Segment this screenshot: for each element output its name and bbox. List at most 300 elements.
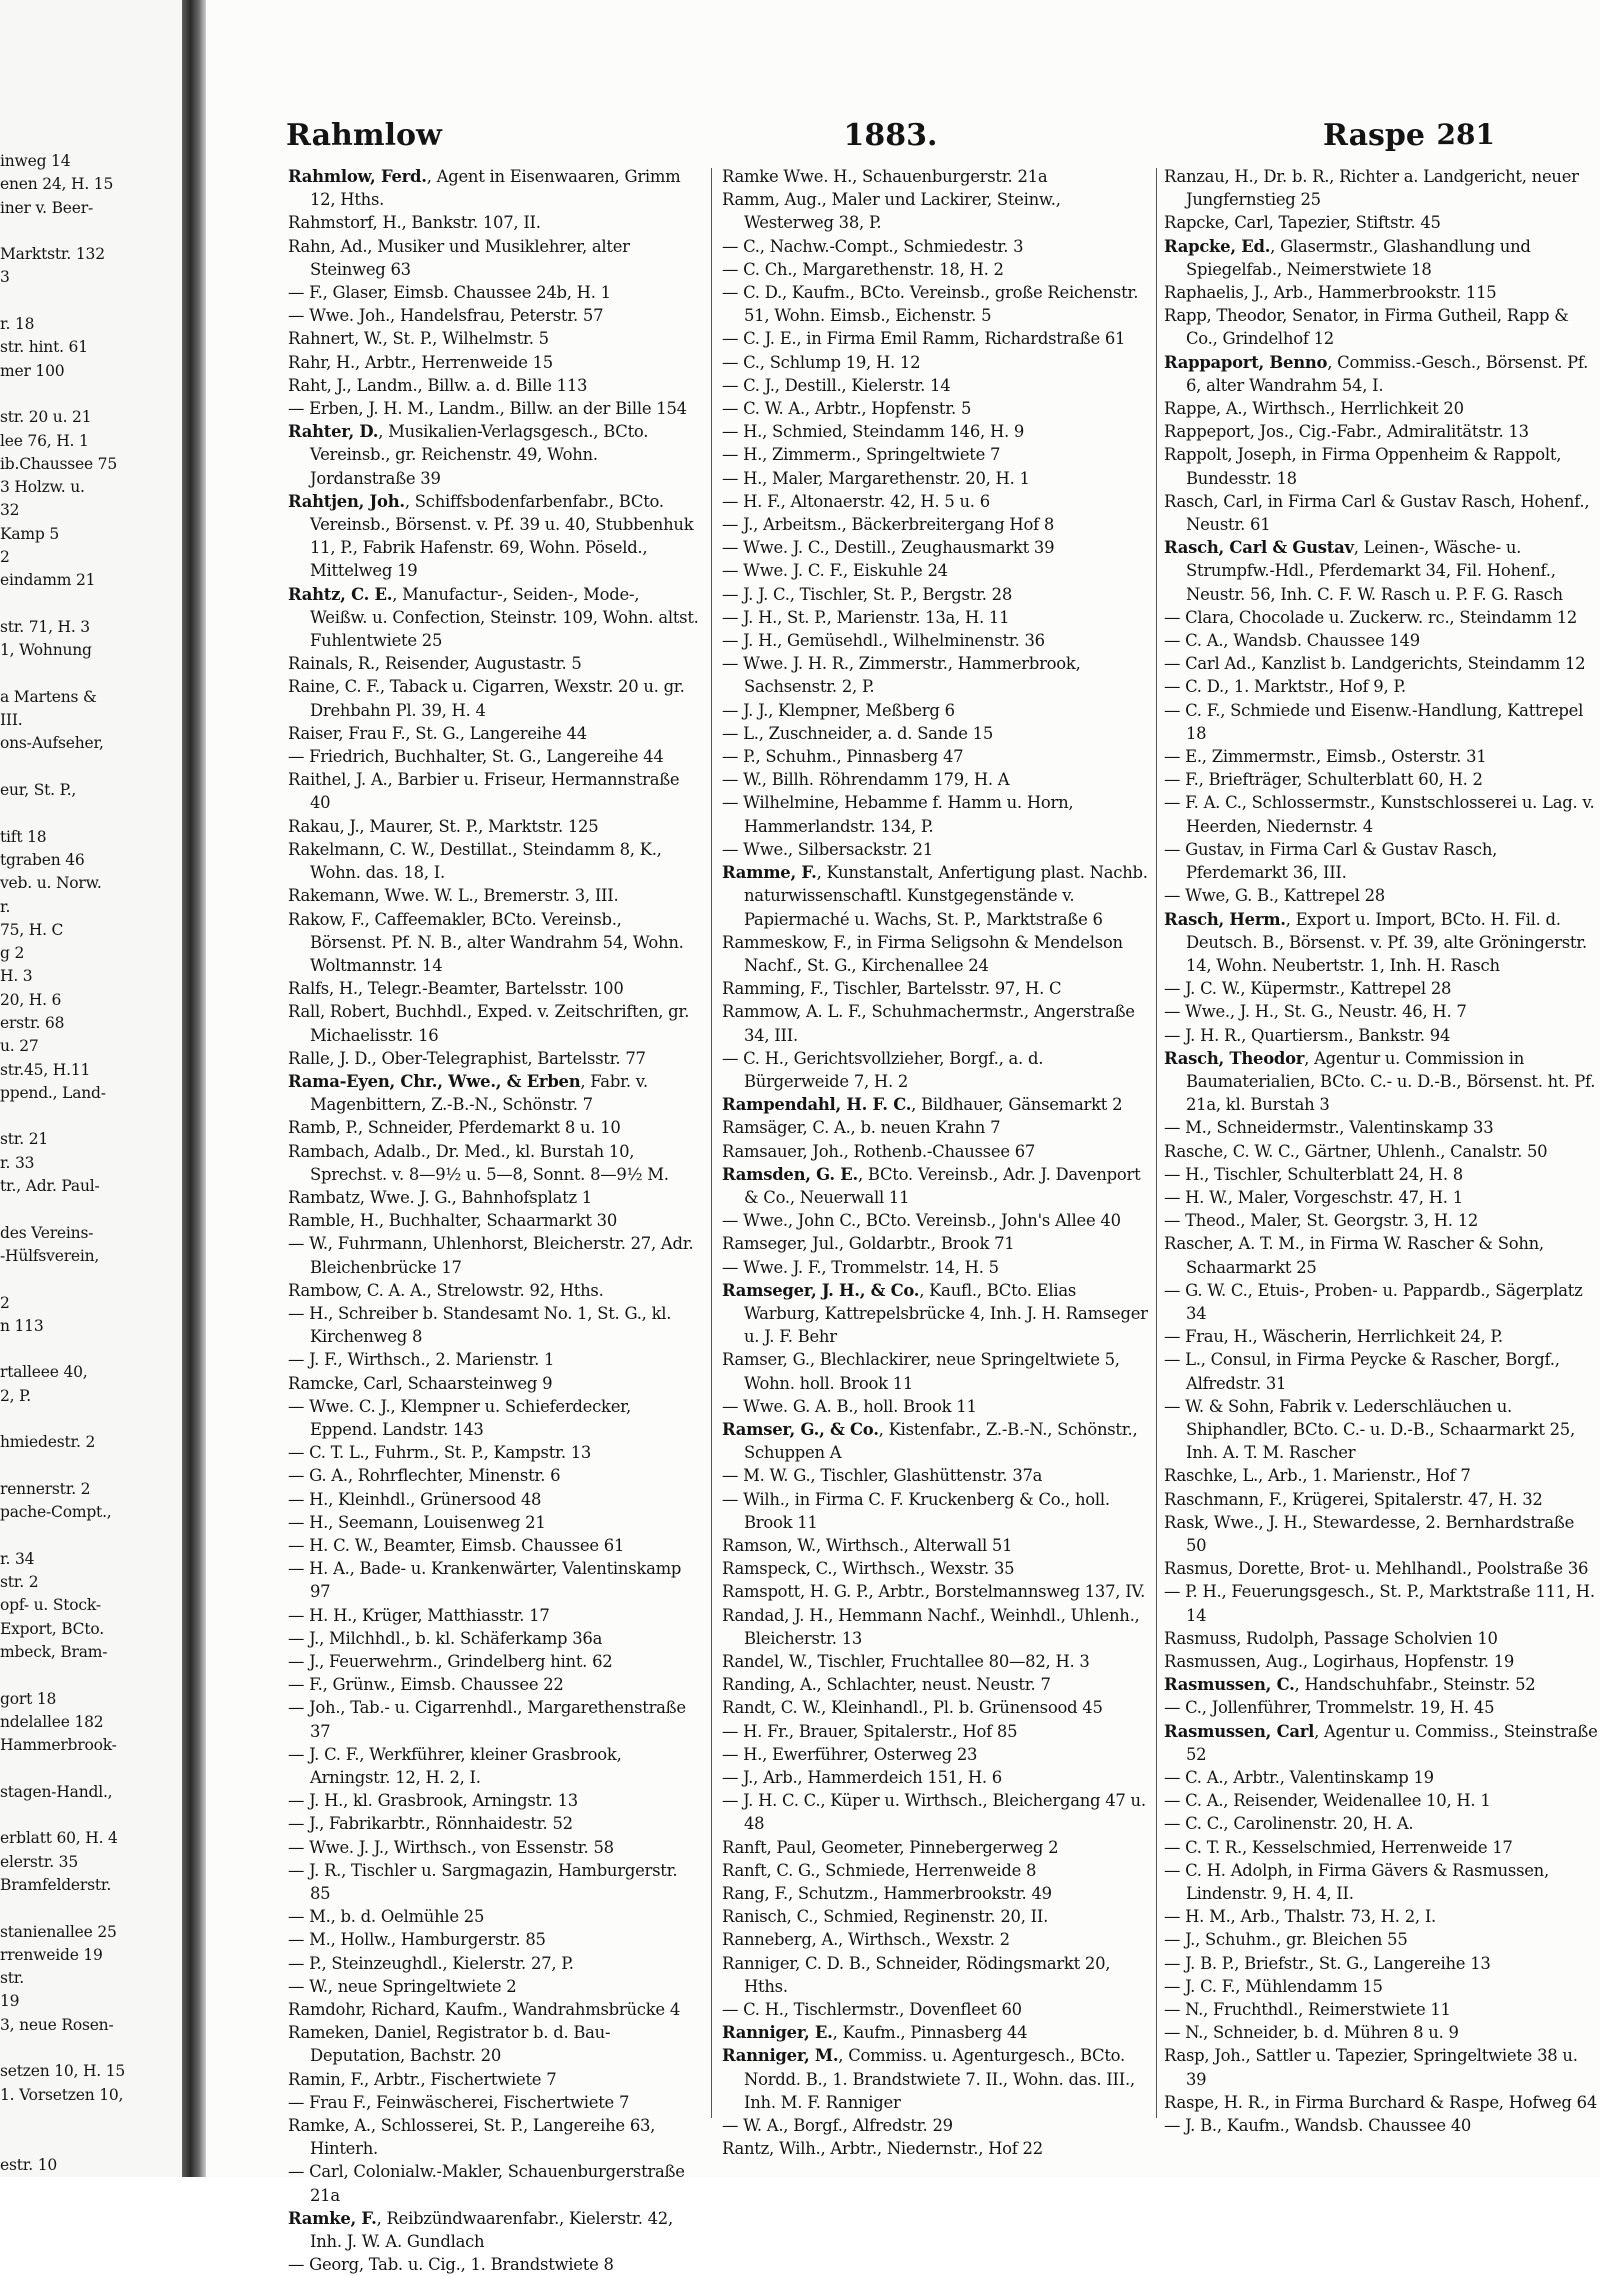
entry-text: — C., Schlump 19, H. 12 [722,352,921,372]
entry-text: — J., Milchhdl., b. kl. Schäferkamp 36a [288,1628,603,1648]
directory-entry [722,768,1150,791]
entry-text: — M., Hollw., Hamburgerstr. 85 [288,1930,546,1950]
entry-text: , BCto. Vereinsb., Adr. J. Davenport & Co., Neuerwall 11 [744,1164,1141,1207]
fragment-line [0,1804,182,1827]
fragment-line: erblatt 60, H. 4 [0,1829,118,1848]
directory-entry [1164,1998,1599,2021]
fragment-line: g 2 [0,944,25,963]
entry-text: Rall, Robert, Buchhdl., Exped. v. Zeitschriften, gr. Michaelisstr. 16 [288,1002,690,1045]
entry-text: — C. A., Arbtr., Valentinskamp 19 [1164,1768,1434,1788]
fragment-line: str. 2 [0,1573,39,1592]
entry-text: Rantz, Wilh., Arbtr., Niedernstr., Hof 22 [722,2139,1043,2159]
directory-entry [722,791,1150,837]
directory-entry [1164,1650,1599,1673]
entry-text: Ramser, G., Blechlackirer, neue Springeltwiete 5, Wohn. holl. Brook 11 [722,1350,1120,1393]
directory-entry [288,304,700,327]
directory-entry [722,559,1150,582]
entry-text: — F., Grünw., Eimsb. Chaussee 22 [288,1675,564,1695]
directory-entry [1164,675,1599,698]
entry-text: — Wwe., Silbersackstr. 21 [722,839,933,859]
directory-entry [722,1859,1150,1882]
entry-text: — Carl, Colonialw.-Makler, Schauenburgerstraße 21a [288,2162,685,2205]
fragment-line: r. 33 [0,1153,35,1172]
entry-text: , Manufactur-, Seiden-, Mode-, Weißw. u. Confection, Steinstr. 109, Wohn. altst. Fuhlentwiete 25 [310,584,699,651]
fragment-line: opf- u. Stock- [0,1596,101,1615]
entry-text: — Wwe. Joh., Handelsfrau, Peterstr. 57 [288,306,604,326]
fragment-line: n 113 [0,1316,44,1335]
entry-text: — J. R., Tischler u. Sargmagazin, Hamburgerstr. 85 [288,1860,678,1904]
directory-entry [288,838,700,884]
directory-entry [722,1766,1150,1789]
entry-text: Rahmstorf, H., Bankstr. 107, II. [288,213,541,233]
directory-entry [288,1186,700,1209]
directory-entry [288,2021,700,2067]
directory-entry [1164,1905,1599,1928]
directory-entry [1164,1789,1599,1812]
fragment-line: lee 76, H. 1 [0,431,89,450]
directory-entry [722,1604,1150,1650]
directory-entry [1164,2044,1599,2090]
directory-entry [288,1441,700,1464]
entry-text: Rameken, Daniel, Registrator b. d. Bau-Deputation, Bachstr. 20 [288,2023,611,2066]
entry-text: Ramke, A., Schlosserei, St. P., Langereihe 63, Hinterh. [288,2116,656,2159]
entry-text: — J., Arb., Hammerdeich 151, H. 6 [722,1768,1002,1788]
entry-text: , Glasermstr., Glashandlung und Spiegelfab., Neimerstwiete 18 [1186,236,1531,279]
directory-entry [722,652,1150,698]
directory-entry [288,1070,700,1116]
directory-entry [1164,629,1599,652]
entry-text: Rambow, C. A. A., Strelowstr. 92, Hths. [288,1280,604,1300]
directory-entry [1164,1047,1599,1117]
directory-entry [1164,304,1599,350]
directory-entry [288,397,700,420]
fragment-line: 32 [0,501,20,520]
entry-text: Raschmann, F., Krügerei, Spitalerstr. 47, H. 32 [1164,1489,1543,1509]
entry-name: Rahmlow, Ferd. [288,167,427,186]
entry-text: — C. J. E., in Firma Emil Ramm, Richardstraße 61 [722,329,1126,349]
directory-entry [722,1789,1150,1835]
entry-text: — F., Glaser, Eimsb. Chaussee 24b, H. 1 [288,283,611,303]
entry-name: Rasmussen, Carl [1164,1721,1315,1741]
fragment-line: 3 [0,268,10,287]
directory-entry [288,1511,700,1534]
directory-entry [722,1952,1150,1998]
entry-text: — C., Jollenführer, Trommelstr. 19, H. 45 [1164,1698,1495,1718]
directory-entry [288,977,700,1000]
directory-entry [1164,1348,1599,1394]
directory-entry [722,1140,1150,1163]
entry-name: Rahtjen, Joh. [288,491,405,511]
entry-text: Rasche, C. W. C., Gärtner, Uhlenh., Canalstr. 50 [1164,1141,1548,1161]
entry-text: — J., Schuhm., gr. Bleichen 55 [1164,1930,1408,1950]
fragment-line: tift 18 [0,827,47,846]
entry-name: Rahtz, C. E. [288,584,393,604]
entry-text: , Kunstanstalt, Anfertigung plast. Nachb. naturwissenschaftl. Kunstgegenstände v. Papiermaché u. Wachs, St. P., Marktstraße 6 [744,863,1148,929]
directory-entry [288,490,700,583]
directory-entry [722,2044,1150,2114]
directory-entry [288,374,700,397]
fragment-line: H. 3 [0,967,33,986]
fragment-line: -Hülfsverein, [0,1246,100,1265]
directory-entry [1164,420,1599,443]
directory-entry [1164,2114,1599,2137]
entry-text: — C. H., Gerichtsvollzieher, Borgf., a. d. Bürgerweide 7, H. 2 [722,1048,1044,1091]
entry-text: — C. Ch., Margarethenstr. 18, H. 2 [722,259,1004,279]
entry-name: Rampendahl, H. F. C. [722,1095,912,1115]
entry-text: — E., Zimmermstr., Eimsb., Osterstr. 31 [1164,747,1487,767]
fragment-line: 75, H. C [0,920,64,939]
directory-entry [722,165,1150,188]
entry-text: , Agentur u. Commiss., Steinstraße 52 [1186,1721,1598,1764]
directory-entry [722,699,1150,722]
entry-text: — C. D., 1. Marktstr., Hof 9, P. [1164,677,1406,697]
entry-text: — Clara, Chocolade u. Zuckerw. rc., Steindamm 12 [1164,607,1578,627]
fragment-line: str. hint. 61 [0,338,88,357]
fragment-line: Bramfelderstr. [0,1875,112,1894]
directory-entry [1164,1975,1599,1998]
fragment-line: 20, H. 6 [0,990,62,1009]
entry-text: — W. A., Borgf., Alfredstr. 29 [722,2116,953,2136]
entry-text: — C. H. Adolph, in Firma Gävers & Rasmussen, Lindenstr. 9, H. 4, II. [1164,1860,1549,1904]
directory-entry [1164,1024,1599,1047]
directory-entry [722,467,1150,490]
entry-text: — C. A., Reisender, Weidenallee 10, H. 1 [1164,1791,1491,1811]
entry-text: — Wwe. C. J., Klempner u. Schieferdecker, Eppend. Landstr. 143 [288,1396,631,1439]
entry-text: Ramble, H., Buchhalter, Schaarmarkt 30 [288,1211,618,1231]
directory-entry [722,1650,1150,1673]
entry-text: Rammow, A. L. F., Schuhmachermstr., Angerstraße 34, III. [722,1002,1135,1045]
directory-entry [288,652,700,675]
fragment-line: str. 71, H. 3 [0,617,90,636]
directory-entry [1164,235,1599,281]
directory-entry [288,327,700,350]
entry-text: — Georg, Tab. u. Cig., 1. Brandstwiete 8 [288,2255,614,2275]
directory-entry [1164,443,1599,489]
entry-text: Rakelmann, C. W., Destillat., Steindamm 8, K., Wohn. das. 18, I. [288,839,662,883]
entry-text: — H., Zimmerm., Springeltwiete 7 [722,445,1001,465]
fragment-line: elerstr. 35 [0,1852,78,1871]
directory-entry [1164,1000,1599,1023]
fragment-line: rtalleee 40, [0,1363,88,1382]
directory-entry [288,1696,700,1742]
entry-text: — J. J., Klempner, Meßberg 6 [722,700,955,720]
entry-text: Ramke Wwe. H., Schauenburgerstr. 21a [722,167,1048,186]
entry-text: Rahnert, W., St. P., Wilhelmstr. 5 [288,329,549,349]
entry-text: — J. B., Kaufm., Wandsb. Chaussee 40 [1164,2116,1472,2136]
directory-entry [288,351,700,374]
fragment-line: stagen-Handl., [0,1782,113,1801]
entry-text: — M., Schneidermstr., Valentinskamp 33 [1164,1118,1494,1138]
entry-text: — H. C. W., Beamter, Eimsb. Chaussee 61 [288,1535,625,1555]
entry-text: Ramm, Aug., Maler und Lackirer, Steinw., Westerweg 38, P. [722,190,1061,233]
directory-entry [288,1534,700,1557]
entry-text: — Wwe. J. J., Wirthsch., von Essenstr. 58 [288,1837,614,1857]
directory-column-1 [288,165,700,2275]
entry-text: Ranft, Paul, Geometer, Pinnebergerweg 2 [722,1837,1059,1857]
entry-text: Ramb, P., Schneider, Pferdemarkt 8 u. 10 [288,1118,621,1138]
directory-entry [288,420,700,490]
entry-text: — C. J., Destill., Kielerstr. 14 [722,375,951,395]
directory-entry [288,1116,700,1139]
directory-entry [288,1859,700,1905]
entry-text: — Theod., Maler, St. Georgstr. 3, H. 12 [1164,1211,1479,1231]
entry-text: — N., Schneider, b. d. Mühren 8 u. 9 [1164,2023,1459,2043]
entry-text: — Joh., Tab.- u. Cigarrenhdl., Margarethenstraße 37 [288,1698,686,1741]
entry-name: Rahter, D. [288,422,379,442]
directory-entry [1164,2021,1599,2044]
fragment-line: tr., Adr. Paul- [0,1177,100,1196]
fragment-line: inweg 14 [0,152,71,170]
directory-entry [722,536,1150,559]
fragment-line: erstr. 68 [0,1013,65,1032]
directory-entry [288,908,700,978]
book-gutter [182,0,206,2177]
entry-text: — N., Fruchthdl., Reimerstwiete 11 [1164,2000,1451,2020]
entry-text: — W., Billh. Röhrendamm 179, H. A [722,770,1010,790]
directory-entry [722,1209,1150,1232]
entry-text: — H., Tischler, Schulterblatt 24, H. 8 [1164,1164,1463,1184]
directory-entry [1164,606,1599,629]
entry-text: , Kaufl., BCto. Elias Warburg, Kattrepelsbrücke 4, Inh. J. H. Ramseger u. J. F. Behr [744,1280,1148,1347]
entry-text: Rainals, R., Reisender, Augustastr. 5 [288,654,582,674]
entry-name: Rappaport, Benno [1164,352,1328,372]
entry-text: — J. H. C. C., Küper u. Wirthsch., Bleichergang 47 u. 48 [722,1791,1146,1834]
directory-entry [1164,652,1599,675]
entry-text: — H., Maler, Margarethenstr. 20, H. 1 [722,468,1030,488]
directory-entry [722,188,1150,234]
fragment-line [0,1757,182,1780]
directory-entry [1164,1511,1599,1557]
fragment-line: r. 18 [0,315,35,334]
entry-text: — W., Fuhrmann, Uhlenhorst, Bleicherstr. 27, Adr. Bleichenbrücke 17 [288,1234,694,1277]
fragment-line [0,593,182,616]
directory-entry [722,1905,1150,1928]
entry-text: — J. H., kl. Grasbrook, Arningstr. 13 [288,1791,578,1811]
entry-text: Raithel, J. A., Barbier u. Friseur, Hermannstraße 40 [288,770,680,813]
entry-text: Rapcke, Carl, Tapezier, Stiftstr. 45 [1164,213,1441,233]
entry-text: Rappe, A., Wirthsch., Herrlichkeit 20 [1164,399,1464,419]
directory-entry [1164,1928,1599,1951]
entry-text: — Gustav, in Firma Carl & Gustav Rasch, Pferdemarkt 36, III. [1164,839,1498,883]
directory-entry [288,1928,700,1951]
fragment-line [0,663,182,686]
fragment-line: pache-Compt., [0,1503,112,1522]
directory-entry [1164,165,1599,211]
directory-entry [1164,768,1599,791]
entry-text: Rasmus, Dorette, Brot- u. Mehlhandl., Poolstraße 36 [1164,1559,1589,1579]
fragment-line: tgraben 46 [0,850,85,869]
directory-entry [1164,1464,1599,1487]
fragment-line: des Vereins- [0,1223,94,1242]
entry-text: — J., Fabrikarbtr., Rönnhaidestr. 52 [288,1814,573,1834]
directory-entry [1164,2091,1599,2114]
directory-entry [1164,1140,1599,1163]
entry-text: Ranisch, C., Schmied, Reginenstr. 20, II. [722,1907,1049,1927]
entry-name: Ranniger, M. [722,2046,839,2066]
directory-entry [722,1279,1150,1349]
entry-text: Rask, Wwe., J. H., Stewardesse, 2. Bernhardstraße 50 [1164,1512,1575,1555]
directory-entry [722,2114,1150,2137]
entry-text: Ralle, J. D., Ober-Telegraphist, Bartelsstr. 77 [288,1048,646,1068]
directory-entry [288,745,700,768]
entry-text: — Wwe., J. H., St. G., Neustr. 46, H. 7 [1164,1002,1467,1022]
entry-name: Ramsden, G. E. [722,1164,858,1184]
directory-entry [288,1372,700,1395]
directory-entry [1164,1163,1599,1186]
entry-text: — C. C., Carolinenstr. 20, H. A. [1164,1814,1414,1834]
directory-entry [288,1348,700,1371]
directory-entry [722,1348,1150,1394]
directory-entry [288,2160,700,2206]
directory-entry [1164,1952,1599,1975]
entry-text: Raspe, H. R., in Firma Burchard & Raspe, Hofweg 64 [1164,2092,1597,2112]
entry-text: — Wwe., John C., BCto. Vereinsb., John's Allee 40 [722,1211,1121,1231]
directory-entry [288,2091,700,2114]
fragment-line: rrenweide 19 [0,1945,103,1964]
entry-text: Rasp, Joh., Sattler u. Tapezier, Springeltwiete 38 u. 39 [1164,2046,1578,2089]
directory-entry [288,768,700,814]
fragment-line: ib.Chaussee 75 [0,454,117,473]
directory-entry [1164,490,1599,536]
directory-entry [1164,1766,1599,1789]
entry-text: — Frau, H., Wäscherin, Herrlichkeit 24, P. [1164,1327,1503,1347]
entry-text: — L., Consul, in Firma Peycke & Rascher, Borgf., Alfredstr. 31 [1164,1350,1560,1393]
entry-text: — H. A., Bade- u. Krankenwärter, Valentinskamp 97 [288,1559,682,1602]
directory-entry [1164,745,1599,768]
directory-entry [722,722,1150,745]
entry-text: Rascher, A. T. M., in Firma W. Rascher & Sohn, Schaarmarkt 25 [1164,1234,1544,1277]
entry-text: Rasmussen, Aug., Logirhaus, Hopfenstr. 19 [1164,1652,1515,1671]
entry-name: Ramke, F. [288,2208,377,2228]
directory-entry [722,1418,1150,1464]
directory-entry [722,583,1150,606]
directory-entry [1164,1812,1599,1835]
entry-text: Ramsauer, Joh., Rothenb.-Chaussee 67 [722,1141,1036,1161]
directory-entry [288,165,700,211]
fragment-line [0,756,182,779]
entry-text: Rahr, H., Arbtr., Herrenweide 15 [288,352,553,372]
directory-entry [722,1836,1150,1859]
entry-text: Raphaelis, J., Arb., Hammerbrookstr. 115 [1164,283,1497,303]
running-header [286,118,1495,164]
entry-text: — H., Kleinhdl., Grünersood 48 [288,1489,542,1509]
directory-entry [722,490,1150,513]
directory-entry [1164,1627,1599,1650]
entry-text: — C. W. A., Arbtr., Hopfenstr. 5 [722,399,972,419]
fragment-line [0,1268,182,1291]
entry-text: , Bildhauer, Gänsemarkt 2 [911,1095,1123,1115]
entry-text: — J. F., Wirthsch., 2. Marienstr. 1 [288,1350,555,1370]
entry-text: Rasch, Carl, in Firma Carl & Gustav Rasch, Hohenf., Neustr. 61 [1164,491,1590,535]
entry-name: Ramser, G., & Co. [722,1419,879,1439]
entry-text: Raine, C. F., Taback u. Cigarren, Wexstr. 20 u. gr. Drehbahn Pl. 39, H. 4 [288,677,685,720]
entry-text: — Wwe, G. B., Kattrepel 28 [1164,886,1385,906]
directory-entry [288,722,700,745]
directory-entry [288,1000,700,1046]
directory-entry [288,675,700,721]
entry-text: , Agent in Eisenwaaren, Grimm 12, Hths. [310,167,681,210]
directory-entry [722,1743,1150,1766]
entry-text: — Carl Ad., Kanzlist b. Landgerichts, Steindamm 12 [1164,654,1586,674]
fragment-line: enen 24, H. 15 [0,175,114,194]
entry-text: — C. A., Wandsb. Chaussee 149 [1164,631,1420,651]
directory-entry [1164,977,1599,1000]
entry-text: — J. J. C., Tischler, St. P., Bergstr. 28 [722,584,1013,604]
directory-entry [722,931,1150,977]
column-rule [1156,168,1157,2118]
entry-text: Rappeport, Jos., Cig.-Fabr., Admiralitätstr. 13 [1164,422,1529,442]
directory-entry [722,1696,1150,1719]
entry-text: — W. & Sohn, Fabrik v. Lederschläuchen u. Shiphandler, BCto. C.- u. D.-B., Schaarmarkt 25, Inh. A. T. M. Rascher [1164,1396,1575,1463]
entry-text: — H., Ewerführer, Osterweg 23 [722,1744,978,1764]
entry-text: — H. W., Maler, Vorgeschstr. 47, H. 1 [1164,1187,1463,1207]
entry-text: Ranzau, H., Dr. b. R., Richter a. Landgericht, neuer Jungfernstieg 25 [1164,167,1579,210]
directory-entry [722,1116,1150,1139]
directory-entry [1164,1836,1599,1859]
entry-name: Rasch, Carl & Gustav [1164,538,1354,558]
fragment-line: 2, P. [0,1386,31,1405]
directory-entry [288,1743,700,1789]
entry-text: Randad, J. H., Hemmann Nachf., Weinhdl., Uhlenh., Bleicherstr. 13 [722,1605,1140,1648]
directory-entry [722,2137,1150,2160]
entry-text: Raiser, Frau F., St. G., Langereihe 44 [288,723,587,743]
directory-entry [722,977,1150,1000]
fragment-line: str. [0,1969,25,1988]
directory-entry [1164,791,1599,837]
directory-entry [288,1232,700,1278]
entry-text: — H. H., Krüger, Matthiasstr. 17 [288,1605,550,1625]
entry-text: , Kaufm., Pinnasberg 44 [832,2023,1028,2043]
entry-text: Rappolt, Joseph, in Firma Oppenheim & Rappolt, Bundesstr. 18 [1164,445,1562,488]
fragment-line [0,220,182,243]
entry-text: — J. H., St. P., Marienstr. 13a, H. 11 [722,607,1010,627]
fragment-line: 3 Holzw. u. [0,478,85,497]
directory-entry [722,420,1150,443]
directory-entry [1164,1116,1599,1139]
entry-text: — C. H., Tischlermstr., Dovenfleet 60 [722,2000,1022,2020]
entry-text: Randt, C. W., Kleinhandl., Pl. b. Grünensood 45 [722,1698,1103,1718]
header-year: 1883. [843,118,938,153]
fragment-line: Kamp 5 [0,524,60,543]
column-rule [711,168,712,2118]
fragment-line: str.45, H.11 [0,1060,91,1079]
entry-text: — G. A., Rohrflechter, Minenstr. 6 [288,1466,561,1486]
previous-page-fragment [0,0,182,2177]
entry-text: Ranniger, C. D. B., Schneider, Rödingsmarkt 20, Hths. [722,1953,1111,1996]
directory-entry [288,1464,700,1487]
directory-entry [1164,1325,1599,1348]
fragment-line: r. [0,897,11,916]
entry-text: — M., b. d. Oelmühle 25 [288,1907,485,1927]
fragment-line: rennerstr. 2 [0,1479,91,1498]
entry-text: — H., Schreiber b. Standesamt No. 1, St. G., kl. Kirchenweg 8 [288,1303,672,1347]
fragment-line: hmiedestr. 2 [0,1433,96,1452]
fragment-line: ons-Aufseher, [0,734,104,753]
entry-text: — P. H., Feuerungsgesch., St. P., Marktstraße 111, H. 14 [1164,1582,1595,1625]
fragment-line [0,2107,182,2130]
entry-text: Ramspeck, C., Wirthsch., Wexstr. 35 [722,1559,1015,1579]
directory-entry [722,1000,1150,1046]
entry-text: — H. M., Arb., Thalstr. 73, H. 2, I. [1164,1907,1437,1927]
entry-text: , Commiss.-Gesch., Börsenst. Pf. 6, alter Wandrahm 54, I. [1186,352,1589,395]
fragment-line: eur, St. P., [0,781,77,800]
fragment-line [0,1198,182,1221]
directory-entry [722,513,1150,536]
fragment-line [0,1105,182,1128]
entry-text: — Wwe. J. C. F., Eiskuhle 24 [722,561,948,581]
entry-text: — Wwe. J. C., Destill., Zeughausmarkt 39 [722,538,1055,558]
entry-text: , Agentur u. Commission in Baumaterialien, BCto. C.- u. D.-B., Börsenst. ht. Pf. 21a, kl. Burstah 3 [1186,1048,1596,1115]
